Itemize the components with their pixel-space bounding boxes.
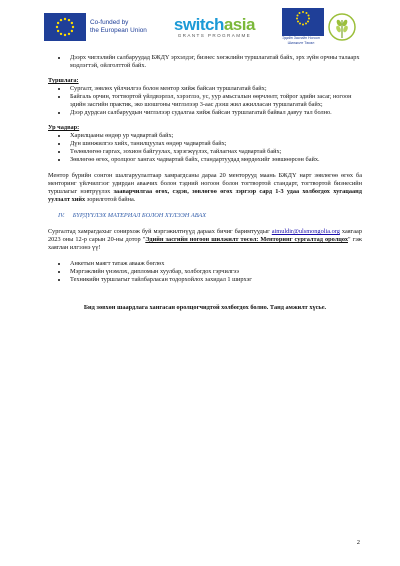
switch-word-a: switch (173, 14, 224, 34)
experience-list (48, 85, 362, 117)
wheat-icon (328, 12, 356, 42)
skills-list (48, 132, 362, 164)
switch-subtitle: GRANTS PROGRAMME (177, 32, 252, 38)
email-link[interactable]: aimuldir@ulsmongolia.org (271, 228, 340, 235)
skills-item: • Дүн шинжилгээ хийх, танилцуулах өндөр чадвартай байх; (68, 140, 362, 148)
header-logos (44, 10, 356, 44)
project-logo (282, 8, 356, 45)
document-item: • Мэргэжлийн үнэмлэх, дипломын хуулбар, холбогдох гэрчилгээ (68, 268, 362, 276)
intro-item: • Дээрх чиглэлийн салбаруудад БЖДҮ эрхэлдэг, бизнес хөгжлийн туршлагатай байх, эрх зүйн орчны талаарх мэдлэгтэй, ойлголттой байх. (68, 54, 362, 70)
intro-list (48, 54, 362, 70)
section-iv-title: БҮРДҮҮЛЭХ МАТЕРИАЛ БОЛОН ХҮЛЭЭН АВАХ (72, 212, 207, 219)
section-iv-numeral: IV. (58, 212, 65, 219)
experience-item: • Сургалт, зөвлөх үйлчилгээ болон ментор хийж байсан туршлагатай байх; (68, 85, 362, 93)
document-item: • Анкетын маягт татаж авааж бөглөх (68, 260, 362, 268)
page-number: 2 (356, 539, 360, 546)
switch-asia-logo (174, 16, 255, 39)
skills-item: • Зөвлөгөө өгөх, оролцоог хангах чадвартай байх, стандартуудад мөрдөхийг зөвшөөрсөн байх. (68, 156, 362, 164)
document-body (48, 54, 362, 312)
skills-item: • Харилцааны өндөр ур чадвартай байх; (68, 132, 362, 140)
eu-text-line1: Co-funded by (90, 19, 129, 26)
experience-item: • Байгаль орчин, тогтвортой үйлдвэрлэл, хэрэглээ, ус, уур амьсгалын өөрчлөлт, тойрог эдийн засаг, ногоон эдийн засгийн практик, эко шошгоны чиглэлээр 3-аас дээш жил ажилласан туршлагатай байх; (68, 93, 362, 109)
switch-word-b: asia (223, 14, 255, 34)
closing-statement: Бид зөвхөн шаардлага хангасан оролцогчидтой холбогдох болно. Танд амжилт хүсье. (83, 304, 327, 311)
experience-item: • Дээр дурдсан салбаруудын чиглэлээр судалгаа хийж байсан туршлагатай байвал давуу тал болно. (68, 109, 362, 117)
mentor-paragraph: Ментор бүрийн сонгон шалгаруулалтаар хамрагдсаны дараа 20 менторууд маань БЖДҮ нарт зөвлөгөө өгөх ба менторинг үйлчилгээг удирдан аваачих болон тэдний ногоон болон тогтвортой стандарт, тогтвортой бизнесийн туршлагыг нэвтрүүлэх зааварчилгаа өгөх, сэдэв, зөвлөгөө өгөх зэргээр сард 1-3 удаа холбогдох хугацаанд уулзалт хийх зорилготой байна. (48, 172, 362, 203)
section-iv-heading (48, 212, 362, 220)
eu-text-line2: the European Union (90, 27, 147, 34)
eu-logo (44, 13, 147, 41)
documents-list (48, 260, 362, 284)
eu-flag-icon (44, 13, 86, 41)
skills-item: • Төлөвлөгөө гаргах, зохион байгуулах, хэрэгжүүлэх, тайлагнах чадвартай байх; (68, 148, 362, 156)
section-heading-skills: Ур чадвар: (48, 124, 80, 131)
submission-paragraph: Сургалтад хамрагдахыг сонирхож буй мэргэжилтнүүд дараах бичиг баримтуудыг aimuldir@ulsmongolia.org хаягаар 2023 оны 12-р сарын 20-ны дотор "Эдийн засгийн ногоон шилжилт төсөл: Менторинг сургалтад оролцох" гэж хаяглан илгээнэ үү! (48, 228, 363, 251)
eu-flag-small-icon (282, 8, 324, 36)
document-item: • Техникийн туршлагыг тайлбарласан тодорхойлох захидал 1 ширхэг (68, 276, 362, 284)
email-subject-text: Эдийн засгийн ногоон шилжилт төсөл: Менторинг сургалтад оролцох (145, 236, 348, 243)
project-logo-text: Эдийн Засгийн Ногоон Шилжилт Төсөл (282, 36, 320, 45)
mentor-bold-text: зааварчилгаа өгөх, сэдэв, зөвлөгөө өгөх зэргээр сард 1-3 удаа холбогдох хугацаанд уулзалт хийх (48, 188, 362, 203)
section-heading-experience: Туршлага: (48, 77, 79, 84)
